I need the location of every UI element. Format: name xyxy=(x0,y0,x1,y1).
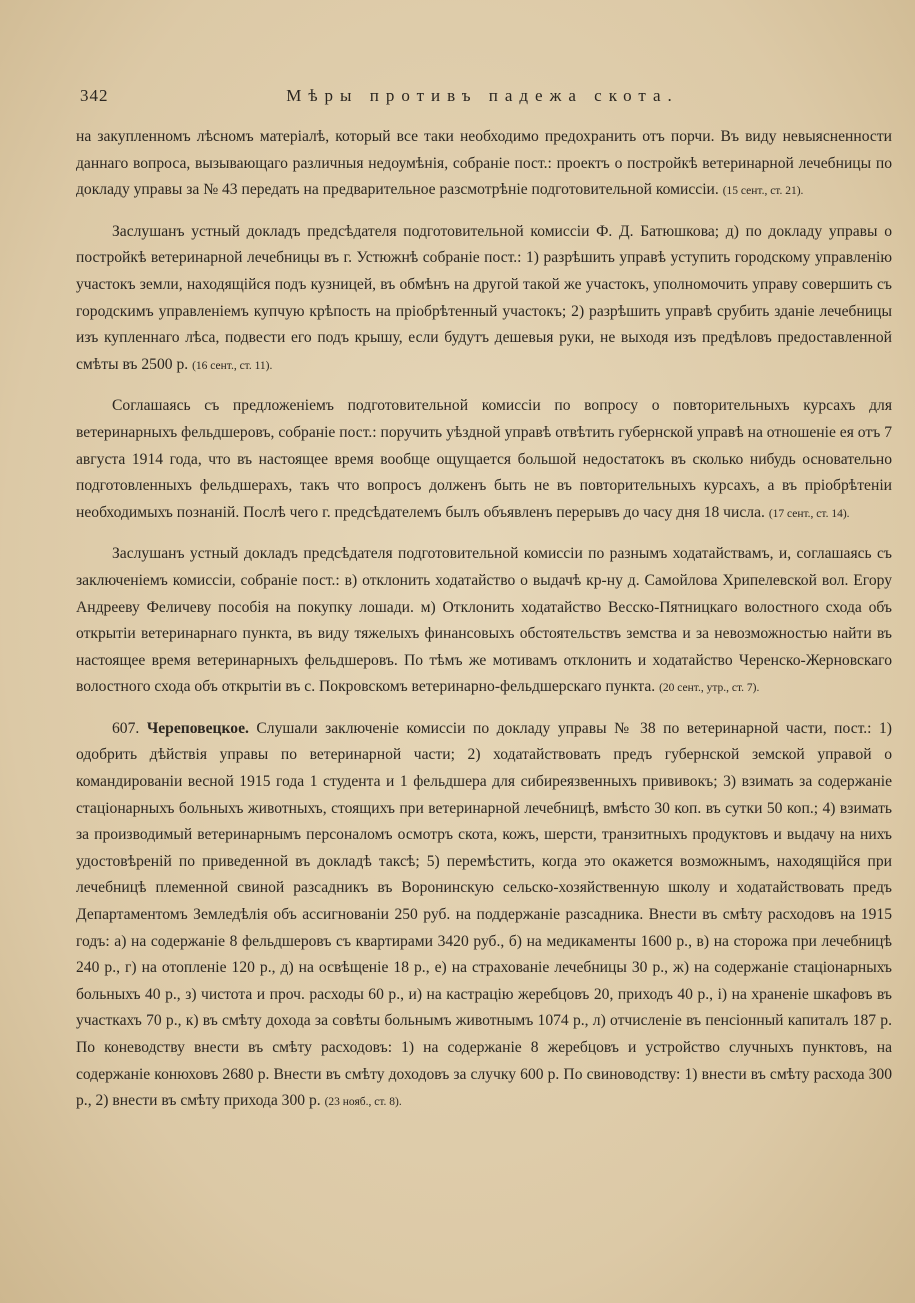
citation: (16 сент., ст. 11). xyxy=(192,359,273,372)
paragraph xyxy=(76,393,892,527)
section-number: 607. xyxy=(112,719,140,737)
page-header xyxy=(80,86,885,112)
running-title: Мѣры противъ падежа скота. xyxy=(286,86,679,105)
citation: (15 сент., ст. 21). xyxy=(722,185,804,198)
paragraph xyxy=(76,716,892,1116)
paragraph-text: на закупленномъ лѣсномъ матеріалѣ, который все таки необходимо предохранить отъ порчи. Въ виду невыясненности даннаго вопроса, вызывающаго различныя недоумѣнія, собраніе пост.: проектъ о постройкѣ ветеринарной лечебницы по докладу управы за № 43 передать на предварительное разсмотрѣніе подготовительной комиссіи. xyxy=(76,128,892,199)
body-text xyxy=(76,124,892,1116)
paragraph-text: Соглашаясь съ предложеніемъ подготовительной комиссіи по вопросу о повторительныхъ курсахъ для ветеринарныхъ фельдшеровъ, собраніе пост.: поручить уѣздной управѣ отвѣтить губернской управѣ на отношеніе ея отъ 7 августа 1914 года, что въ настоящее время вообще ощущается большой недостатокъ въ сколько нибудь основательно подготовленныхъ фельдшерахъ, такъ что вопросъ долженъ быть не въ повторительныхъ курсахъ, а въ пріобрѣтеніи необходимыхъ познаній. Послѣ чего г. предсѣдателемъ былъ объявленъ перерывъ до часу дня 18 числа. xyxy=(76,397,892,521)
paragraph-text: Заслушанъ устный докладъ предсѣдателя подготовительной комиссіи по разнымъ ходатайствамъ, и, соглашаясь съ заключеніемъ комиссіи, собраніе пост.: в) отклонить ходатайство о выдачѣ кр-ну д. Самойлова Хрипелевской вол. Егору Андрееву Феличеву пособія на покупку лошади. м) Отклонить ходатайство Весско-Пятницкаго волостного схода объ открытіи ветеринарнаго пункта, въ виду тяжелыхъ финансовыхъ обстоятельствъ земства и за невозможностью найти въ настоящее время ветеринарныхъ фельдшеровъ. По тѣмъ же мотивамъ отклонить и ходатайство Черенско-Жерновскаго волостного схода объ открытіи въ с. Покровскомъ ветеринарно-фельдшерскаго пункта. xyxy=(76,545,892,696)
section-heading: Череповецкое. xyxy=(146,719,249,737)
paragraph xyxy=(76,124,892,205)
citation: (23 нояб., ст. 8). xyxy=(324,1096,402,1109)
paragraph xyxy=(76,219,892,380)
paragraph xyxy=(76,541,892,702)
paragraph-text: Заслушанъ устный докладъ предсѣдателя подготовительной комиссіи Ф. Д. Батюшкова; д) по докладу управы о постройкѣ ветеринарной лечебницы въ г. Устюжнѣ собраніе пост.: 1) разрѣшить управѣ уступить городскому управленію участокъ земли, находящійся подъ кузницей, въ обмѣнъ на другой такой же участокъ, уполномочить управу совершить съ городскимъ управленіемъ купчую крѣпость на пріобрѣтенный участокъ; 2) разрѣшить управѣ срубить зданіе лечебницы изъ купленнаго лѣса, подвести его подъ крышу, если будутъ дешевыя руки, не выходя изъ предѣловъ предоставленной смѣты въ 2500 р. xyxy=(76,222,892,373)
citation: (20 сент., утр., ст. 7). xyxy=(659,682,760,695)
citation: (17 сент., ст. 14). xyxy=(768,507,850,520)
paragraph-text: Слушали заключеніе комиссіи по докладу управы № 38 по ветеринарной части, пост.: 1) одобрить дѣйствія управы по ветеринарной части; 2) ходатайствовать предъ губернской земской управой о командированіи весной 1915 года 1 студента и 1 фельдшера для сибиреязвенныхъ прививокъ; 3) взимать за содержаніе стаціонарныхъ больныхъ животныхъ, стоящихъ при ветеринарной лечебницѣ, вмѣсто 30 коп. въ сутки 50 коп.; 4) взимать за производимый ветеринарнымъ персоналомъ осмотръ скота, кожъ, шерсти, транзитныхъ продуктовъ и выдачу на нихъ удостовѣреній по приведенной въ докладѣ таксѣ; 5) перемѣстить, когда это окажется возможнымъ, находящійся при лечебницѣ племенной свиной разсадникъ въ Воронинскую сельско-хозяйственную школу и ходатайствовать предъ Департаментомъ Земледѣлія объ ассигнованіи 250 руб. на поддержаніе разсадника. Внести въ смѣту расходовъ на 1915 годъ: а) на содержаніе 8 фельдшеровъ съ квартирами 3420 руб., б) на медикаменты 1600 р., в) на сторожа при лечебницѣ 240 р., г) на отопленіе 120 р., д) на освѣщеніе 18 р., е) на страхованіе лечебницы 30 р., ж) на содержаніе стаціонарныхъ больныхъ 40 р., з) чистота и проч. расходы 60 р., и) на кастрацію жеребцовъ 20, приходъ 40 р., і) на храненіе шкафовъ въ участкахъ 70 р., к) въ смѣту дохода за совѣты больнымъ животнымъ 1074 р., л) отчисленіе въ пенсіонный капиталъ 187 р. По коневодству внести въ смѣту расходовъ: 1) на содержаніе 8 жеребцовъ и устройство случныхъ пунктовъ, на содержаніе конюховъ 2680 р. Внести въ смѣту доходовъ за случку 600 р. По свиноводству: 1) внести въ смѣту расхода 300 р., 2) внести въ смѣту прихода 300 р. xyxy=(76,719,893,1110)
page-number: 342 xyxy=(80,86,109,105)
